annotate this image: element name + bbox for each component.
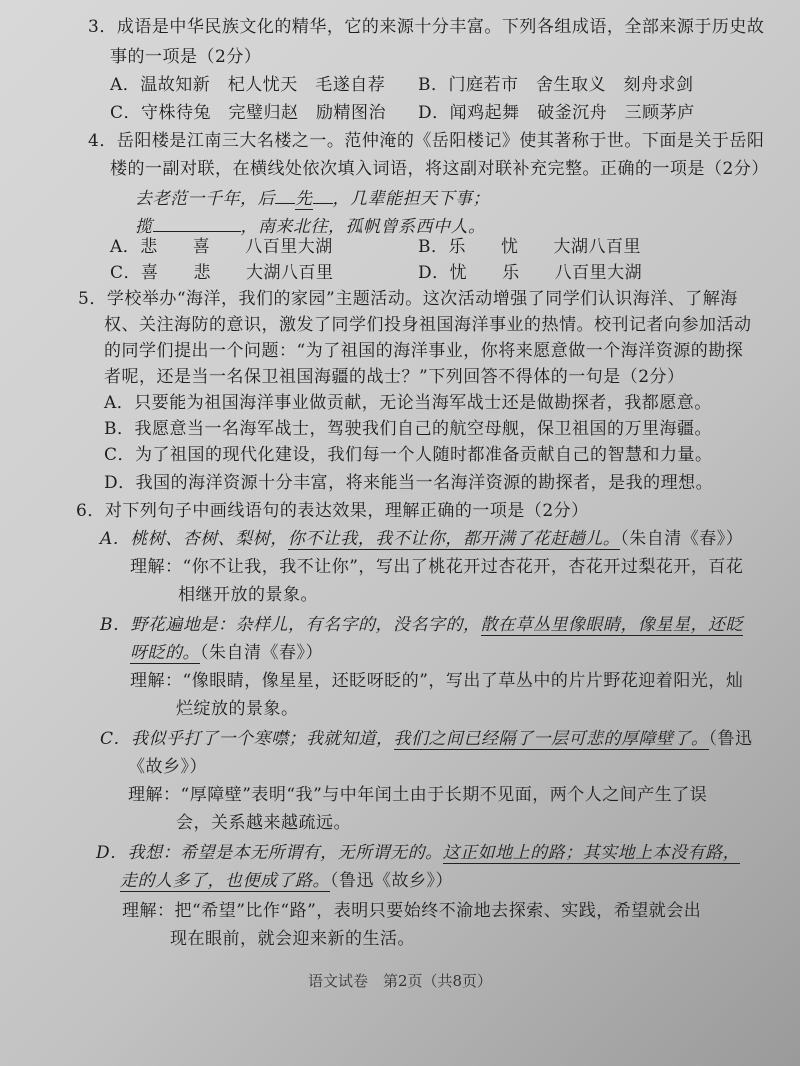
- q6a-lead: A．桃树、杏树、梨树，: [100, 529, 288, 549]
- q5-stem-line1: 5．学校举办“海洋，我们的家园”主题活动。这次活动增强了同学们认识海洋、了解海: [78, 289, 738, 309]
- q4-option-b: B．乐 忧 大湖八百里: [418, 237, 641, 257]
- couplet1-part-a: 去老范一千年，后: [135, 189, 275, 209]
- q5-option-c: C．为了祖国的现代化建设，我们每一个人随时都准备贡献自己的智慧和力量。: [104, 445, 713, 465]
- q6d-line2: [120, 866, 453, 891]
- q6d-underlined-1: 这正如地上的路；其实地上本没有路，: [442, 843, 741, 863]
- q4-stem-cont: 楼的一副对联，在横线处依次填入词语，将这副对联补充完整。正确的一项是（2分）: [110, 159, 769, 179]
- q6b-explain-2: 烂绽放的景象。: [176, 699, 299, 719]
- q6d-explain-1: 理解：把“希望”比作“路”，表明只要始终不渝地去探索、实践，希望就会出: [122, 901, 702, 921]
- q6b-underlined-1: 散在草丛里像眼睛，像星星，还眨: [480, 615, 743, 635]
- q4-couplet-line1: [135, 184, 490, 209]
- q6c-lead: C．我似乎打了一个寒噤；我就知道，: [100, 729, 394, 749]
- q6b-line2: [130, 638, 323, 663]
- q6d-underlined-2: 走的人多了，也便成了路。: [120, 871, 330, 891]
- q6a-explain-2: 相继开放的景象。: [178, 585, 318, 605]
- couplet1-part-c: ，几辈能担天下事；: [332, 189, 490, 209]
- q4-option-a: A．悲 喜 八百里大湖: [110, 237, 333, 257]
- q5-stem-line3: 的同学们提出一个问题：“为了祖国的海洋事业，你将来愿意做一个海洋资源的勘探: [104, 341, 744, 361]
- q3-option-a: A．温故知新 杞人忧天 毛遂自荐: [110, 75, 386, 95]
- q5-option-a: A．只要能为祖国海洋事业做贡献，无论当海军战士还是做勘探者，我都愿意。: [104, 393, 712, 413]
- q6-option-c: [100, 724, 753, 749]
- q6a-explain-1: 理解：“你不让我，我不让你”，写出了桃花开过杏花开，杏花开过梨花开，百花: [130, 557, 744, 577]
- q6b-lead: B．野花遍地是：杂样儿，有名字的，没名字的，: [100, 615, 481, 635]
- q4-option-d: D．忧 乐 八百里大湖: [418, 263, 643, 283]
- q5-option-b: B．我愿意当一名海军战士，驾驶我们自己的航空母舰，保卫祖国的万里海疆。: [104, 419, 712, 439]
- q6-stem: 6．对下列句子中画线语句的表达效果，理解正确的一项是（2分）: [76, 501, 589, 521]
- q5-stem-line4: 者呢，还是当一名保卫祖国海疆的战士？”下列回答不得体的一句是（2分）: [104, 367, 685, 387]
- q3-stem: 3．成语是中华民族文化的精华，它的来源十分丰富。下列各组成语，全部来源于历史故: [88, 17, 765, 37]
- q6c-explain-1: 理解：“厚障壁”表明“我”与中年闰土由于长期不见面，两个人之间产生了误: [128, 785, 708, 805]
- q4-option-c: C．喜 悲 大湖八百里: [110, 263, 334, 283]
- q6c-source-cont: 《故乡》）: [128, 757, 207, 777]
- q6c-explain-2: 会，关系越来越疏远。: [176, 813, 351, 833]
- q6d-lead: D．我想：希望是本无所谓有，无所谓无的。: [96, 843, 443, 863]
- page-footer: 语文试卷 第2页（共8页）: [307, 972, 493, 990]
- q5-stem-line2: 权、关注海防的意识，激发了同学们投身祖国海洋事业的热情。校刊记者向参加活动: [104, 315, 752, 335]
- q6-option-a: [100, 524, 743, 549]
- q6d-source: （鲁迅《故乡》）: [330, 871, 453, 891]
- q6d-explain-2: 现在眼前，就会迎来新的生活。: [170, 929, 415, 949]
- q4-stem: 4．岳阳楼是江南三大名楼之一。范仲淹的《岳阳楼记》使其著称于世。下面是关于岳阳: [88, 131, 765, 151]
- q3-option-d: D．闻鸡起舞 破釜沉舟 三顾茅庐: [418, 103, 695, 123]
- couplet1-filled: 先: [295, 189, 313, 209]
- q6a-source: （朱自清《春》）: [620, 529, 744, 549]
- q6b-explain-1: 理解：“像眼睛，像星星，还眨呀眨的”，写出了草丛中的片片野花迎着阳光，灿: [130, 671, 744, 691]
- couplet2-part-b: ，南来北往，孤帆曾系西中人。: [240, 217, 486, 237]
- q6b-source: （朱自清《春》）: [200, 643, 323, 663]
- q6b-underlined-2: 呀眨的。: [130, 643, 200, 663]
- couplet-blank-1: [275, 203, 295, 204]
- q6c-underlined: 我们之间已经隔了一层可悲的厚障壁了。: [393, 729, 709, 749]
- q3-option-b: B．门庭若市 舍生取义 刻舟求剑: [418, 75, 694, 95]
- couplet-blank-1b: [313, 203, 333, 204]
- q6c-source: （鲁迅: [708, 729, 753, 749]
- q6-option-d: [96, 838, 740, 863]
- q3-stem-cont: 事的一项是（2分）: [110, 47, 262, 67]
- q6a-underlined: 你不让我，我不让你，都开满了花赶趟儿。: [287, 529, 621, 549]
- q3-option-c: C．守株待兔 完璧归赵 励精图治: [110, 103, 387, 123]
- couplet2-part-a: 揽: [135, 217, 153, 237]
- q5-option-d: D．我国的海洋资源十分丰富，将来能当一名海洋资源的勘探者，是我的理想。: [104, 473, 714, 493]
- q6-option-b: [100, 610, 743, 635]
